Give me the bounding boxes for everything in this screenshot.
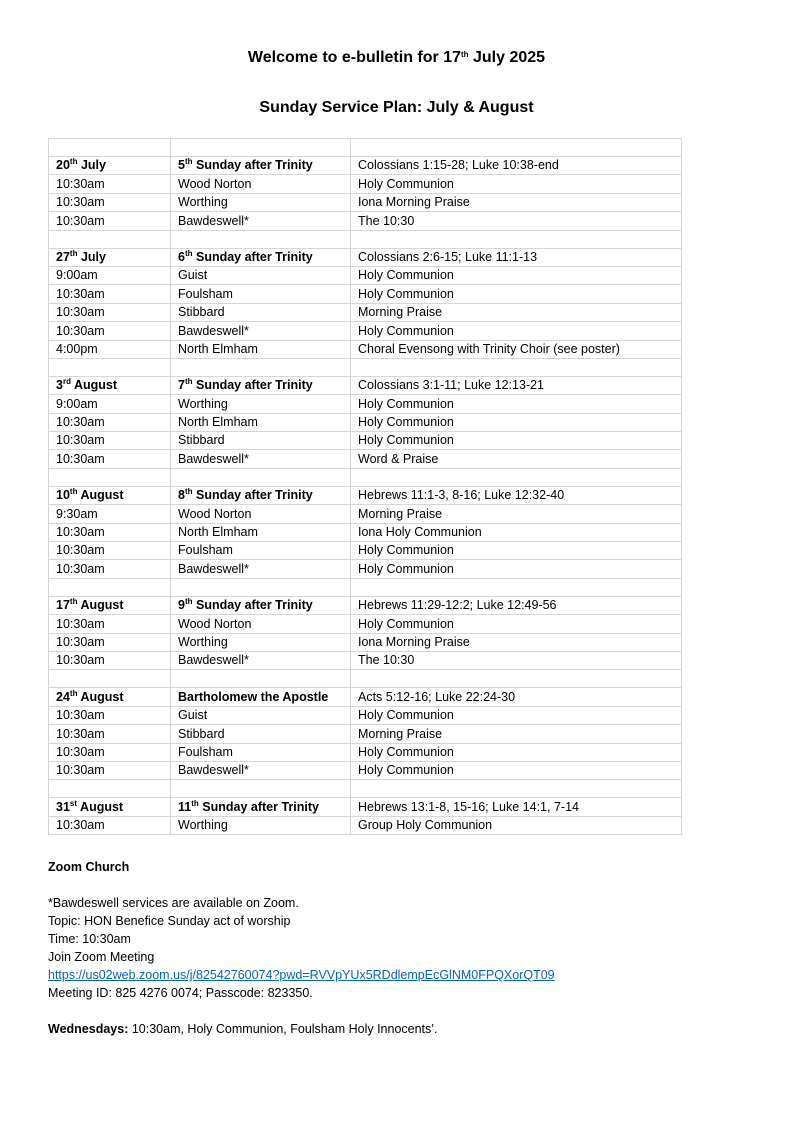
service-row [49,340,682,358]
week-header-row [49,376,682,394]
service-time: 9:30am [49,505,171,523]
service-place: Guist [171,266,351,284]
service-type: Holy Communion [351,266,682,284]
service-place: Wood Norton [171,175,351,193]
service-place: Foulsham [171,542,351,560]
service-row [49,560,682,578]
service-type: Holy Communion [351,322,682,340]
page-subtitle: Sunday Service Plan: July & August [259,99,534,116]
week-date: 10th August [49,486,171,504]
week-date: 24th August [49,688,171,706]
spacer-cell [49,468,171,486]
service-time: 9:00am [49,266,171,284]
service-place: Bawdeswell* [171,651,351,669]
service-type: Holy Communion [351,285,682,303]
service-time: 10:30am [49,651,171,669]
service-type: Morning Praise [351,303,682,321]
week-readings: Hebrews 13:1-8, 15-16; Luke 14:1, 7-14 [351,798,682,816]
service-time: 10:30am [49,560,171,578]
spacer-cell [171,139,351,157]
week-occasion: 11th Sunday after Trinity [171,798,351,816]
spacer-cell [171,358,351,376]
week-readings: Acts 5:12-16; Luke 22:24-30 [351,688,682,706]
service-time: 10:30am [49,413,171,431]
spacer-cell [171,780,351,798]
zoom-notes [48,858,748,1038]
service-row [49,395,682,413]
service-place: Foulsham [171,285,351,303]
week-header-row [49,688,682,706]
service-plan-table [48,138,682,835]
service-place: Bawdeswell* [171,212,351,230]
service-type: Holy Communion [351,432,682,450]
service-time: 9:00am [49,395,171,413]
service-row [49,743,682,761]
spacer-cell [351,468,682,486]
service-place: Bawdeswell* [171,322,351,340]
week-header-row [49,157,682,175]
service-type: Holy Communion [351,395,682,413]
zoom-topic: Topic: HON Benefice Sunday act of worship [48,914,291,928]
service-place: North Elmham [171,523,351,541]
service-place: Worthing [171,816,351,834]
service-row [49,706,682,724]
service-row [49,432,682,450]
week-occasion: 5th Sunday after Trinity [171,157,351,175]
service-time: 10:30am [49,725,171,743]
spacer-cell [49,139,171,157]
service-place: North Elmham [171,340,351,358]
service-time: 10:30am [49,193,171,211]
service-time: 10:30am [49,303,171,321]
service-place: Wood Norton [171,615,351,633]
week-occasion: 9th Sunday after Trinity [171,596,351,614]
spacer-cell [49,230,171,248]
service-row [49,175,682,193]
service-type: Holy Communion [351,542,682,560]
spacer-cell [171,468,351,486]
service-row [49,413,682,431]
service-type: Word & Praise [351,450,682,468]
spacer-row [49,358,682,376]
service-row [49,615,682,633]
week-header-row [49,248,682,266]
service-type: Iona Holy Communion [351,523,682,541]
service-time: 10:30am [49,450,171,468]
service-place: Worthing [171,395,351,413]
service-time: 10:30am [49,761,171,779]
service-time: 10:30am [49,285,171,303]
service-row [49,542,682,560]
service-row [49,193,682,211]
service-place: Bawdeswell* [171,761,351,779]
service-time: 10:30am [49,706,171,724]
week-date: 3rd August [49,376,171,394]
spacer-cell [49,578,171,596]
spacer-row [49,139,682,157]
spacer-cell [351,780,682,798]
service-type: Holy Communion [351,413,682,431]
week-header-row [49,486,682,504]
service-time: 10:30am [49,175,171,193]
service-time: 10:30am [49,743,171,761]
service-row [49,633,682,651]
service-type: Holy Communion [351,743,682,761]
spacer-cell [171,578,351,596]
spacer-cell [351,230,682,248]
service-time: 10:30am [49,816,171,834]
service-row [49,212,682,230]
week-header-row [49,596,682,614]
spacer-row [49,230,682,248]
week-date: 31st August [49,798,171,816]
week-readings: Hebrews 11:29-12:2; Luke 12:49-56 [351,596,682,614]
service-time: 10:30am [49,615,171,633]
service-place: Foulsham [171,743,351,761]
service-type: Holy Communion [351,706,682,724]
service-place: Stibbard [171,725,351,743]
service-row [49,450,682,468]
service-place: Stibbard [171,303,351,321]
spacer-row [49,578,682,596]
service-row [49,505,682,523]
zoom-heading: Zoom Church [48,860,130,874]
zoom-time: Time: 10:30am [48,932,131,946]
week-readings: Colossians 3:1-11; Luke 12:13-21 [351,376,682,394]
service-type: Iona Morning Praise [351,193,682,211]
zoom-meeting-id: Meeting ID: 825 4276 0074; Passcode: 823350. [48,986,313,1000]
service-type: Group Holy Communion [351,816,682,834]
week-occasion: 8th Sunday after Trinity [171,486,351,504]
service-type: Morning Praise [351,725,682,743]
service-place: Worthing [171,633,351,651]
week-date: 17th August [49,596,171,614]
service-place: Worthing [171,193,351,211]
service-row [49,761,682,779]
service-row [49,725,682,743]
zoom-link[interactable]: https://us02web.zoom.us/j/82542760074?pwd=RVVpYUx5RDdlempEcGlNM0FPQXorQT09 [48,968,555,982]
service-place: Guist [171,706,351,724]
spacer-cell [49,358,171,376]
spacer-row [49,670,682,688]
service-place: Bawdeswell* [171,450,351,468]
service-place: Bawdeswell* [171,560,351,578]
week-occasion: Bartholomew the Apostle [171,688,351,706]
service-row [49,266,682,284]
week-readings: Colossians 2:6-15; Luke 11:1-13 [351,248,682,266]
spacer-cell [351,578,682,596]
zoom-join-label: Join Zoom Meeting [48,950,155,964]
spacer-cell [171,230,351,248]
spacer-cell [49,670,171,688]
service-type: Iona Morning Praise [351,633,682,651]
service-time: 10:30am [49,542,171,560]
week-occasion: 6th Sunday after Trinity [171,248,351,266]
page-title: Welcome to e-bulletin for 17th July 2025 [247,49,546,66]
service-type: Holy Communion [351,761,682,779]
spacer-cell [351,139,682,157]
service-row [49,303,682,321]
service-type: Morning Praise [351,505,682,523]
service-place: Wood Norton [171,505,351,523]
week-date: 27th July [49,248,171,266]
week-header-row [49,798,682,816]
wednesdays-label: Wednesdays: [48,1022,129,1036]
wednesdays-text: 10:30am, Holy Communion, Foulsham Holy Innocents’. [128,1022,438,1036]
service-type: Holy Communion [351,175,682,193]
service-time: 10:30am [49,212,171,230]
spacer-row [49,780,682,798]
service-row [49,816,682,834]
zoom-note-line: *Bawdeswell services are available on Zoom. [48,896,299,910]
spacer-cell [351,358,682,376]
service-time: 10:30am [49,523,171,541]
service-type: Choral Evensong with Trinity Choir (see poster) [351,340,682,358]
spacer-cell [351,670,682,688]
service-time: 4:00pm [49,340,171,358]
service-place: North Elmham [171,413,351,431]
spacer-row [49,468,682,486]
service-row [49,651,682,669]
service-time: 10:30am [49,432,171,450]
spacer-cell [171,670,351,688]
service-place: Stibbard [171,432,351,450]
wednesdays-line [48,1020,748,1038]
week-occasion: 7th Sunday after Trinity [171,376,351,394]
service-time: 10:30am [49,322,171,340]
week-date: 20th July [49,157,171,175]
service-type: The 10:30 [351,651,682,669]
spacer-cell [49,780,171,798]
service-type: Holy Communion [351,615,682,633]
service-row [49,285,682,303]
week-readings: Hebrews 11:1-3, 8-16; Luke 12:32-40 [351,486,682,504]
service-type: The 10:30 [351,212,682,230]
service-type: Holy Communion [351,560,682,578]
service-row [49,523,682,541]
week-readings: Colossians 1:15-28; Luke 10:38-end [351,157,682,175]
service-row [49,322,682,340]
service-time: 10:30am [49,633,171,651]
